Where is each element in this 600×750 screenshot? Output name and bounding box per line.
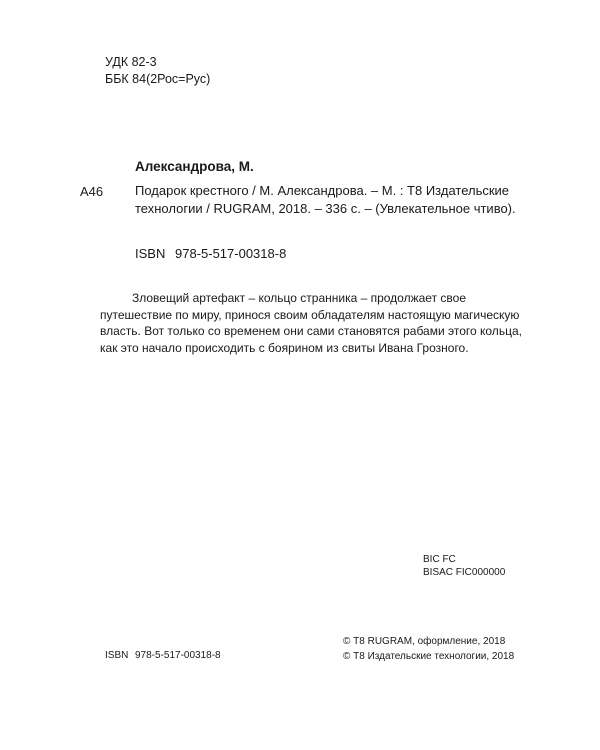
annotation-text: Зловещий артефакт – кольцо странника – продолжает свое путешествие по миру, принося своим обладателям настоящую магическую власть. Вот только со временем они сами становятся рабами этого кольца, как это начало происходить с боярином из свиты Ивана Грозного. — [100, 291, 522, 355]
bibliographic-description — [135, 182, 555, 218]
bisac-code: BISAC FIC000000 — [423, 567, 506, 578]
bibliographic-line-2: технологии / RUGRAM, 2018. – 336 с. – (Увлекательное чтиво). — [135, 201, 516, 216]
bbk-code: ББК 84(2Рос=Рус) — [105, 72, 211, 86]
isbn-bottom-label: ISBN — [105, 650, 129, 661]
bibliographic-line-1: Подарок крестного / М. Александрова. – М. : Т8 Издательские — [135, 183, 510, 198]
isbn-main — [135, 246, 286, 261]
copyright-design: © Т8 RUGRAM, оформление, 2018 — [343, 636, 506, 647]
bic-code: BIC FC — [423, 554, 456, 565]
isbn-bottom-value: 978-5-517-00318-8 — [135, 650, 221, 661]
copyright-publisher: © Т8 Издательские технологии, 2018 — [343, 651, 515, 662]
isbn-main-value: 978-5-517-00318-8 — [175, 246, 287, 261]
isbn-main-label: ISBN — [135, 246, 166, 261]
author-code: А46 — [80, 184, 104, 199]
isbn-bottom — [105, 650, 221, 661]
udk-code: УДК 82-3 — [105, 55, 157, 69]
author-name: Александрова, М. — [135, 159, 254, 174]
